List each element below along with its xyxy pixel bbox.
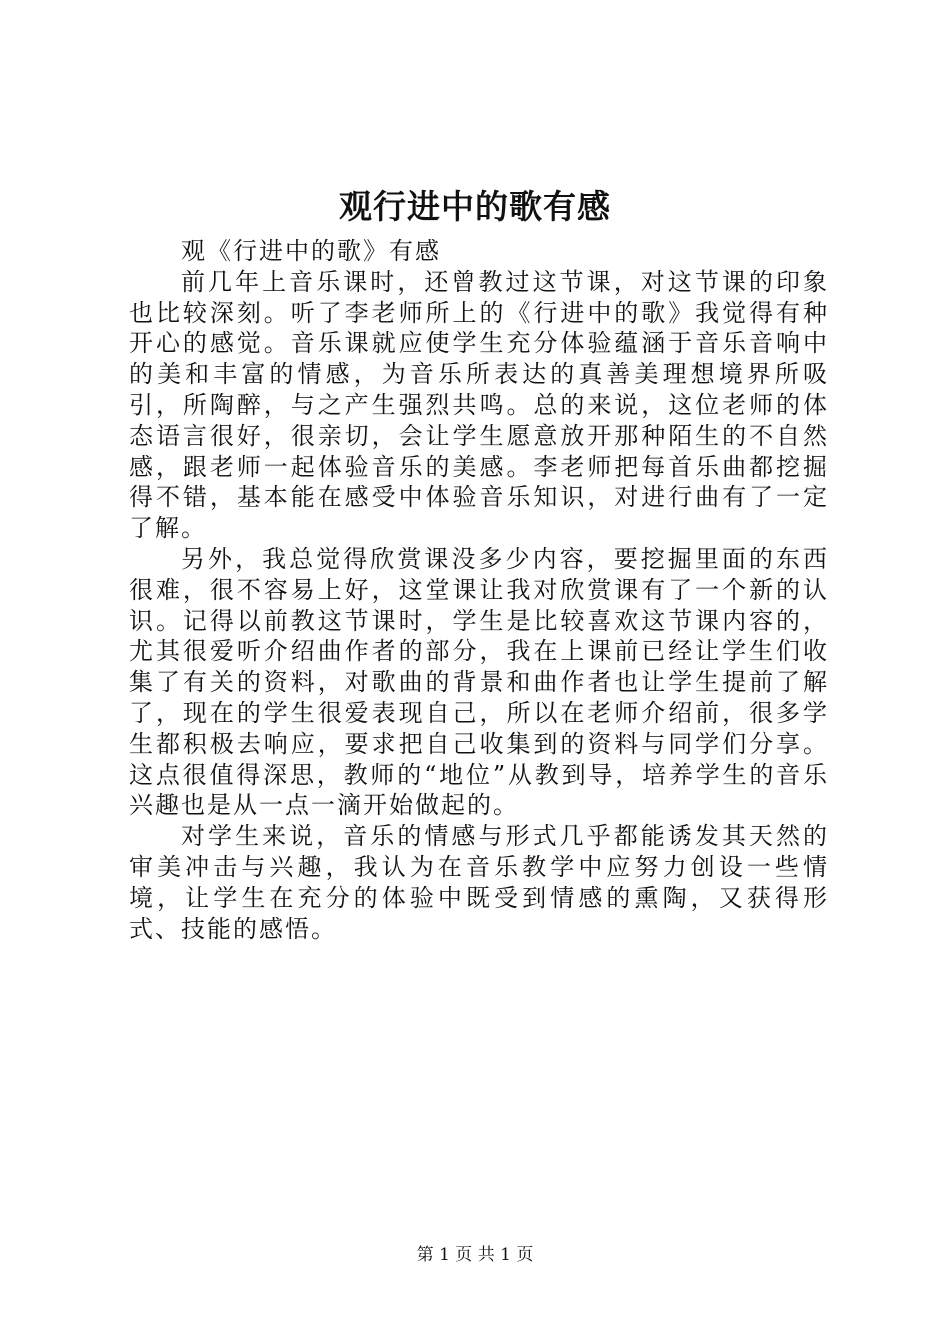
- paragraph-1: 前几年上音乐课时，还曾教过这节课，对这节课的印象也比较深刻。听了李老师所上的《行进中的歌》我觉得有种开心的感觉。音乐课就应使学生充分体验蕴涵于音乐音响中的美和丰富的情感，为音乐所表达的真善美理想境界所吸引，所陶醉，与之产生强烈共鸣。总的来说，这位老师的体态语言很好，很亲切，会让学生愿意放开那种陌生的不自然感，跟老师一起体验音乐的美感。李老师把每首乐曲都挖掘得不错，基本能在感受中体验音乐知识，对进行曲有了一定了解。: [129, 267, 829, 543]
- page-title: 观行进中的歌有感: [339, 187, 611, 226]
- paragraph-subtitle: 观《行进中的歌》有感: [181, 237, 441, 265]
- paragraph-2: 另外，我总觉得欣赏课没多少内容，要挖掘里面的东西很难，很不容易上好，这堂课让我对欣赏课有了一个新的认识。记得以前教这节课时，学生是比较喜欢这节课内容的，尤其很爱听介绍曲作者的部分，我在上课前已经让学生们收集了有关的资料，对歌曲的背景和曲作者也让学生提前了解了，现在的学生很爱表现自己，所以在老师介绍前，很多学生都积极去响应，要求把自己收集到的资料与同学们分享。这点很值得深思，教师的“地位”从教到导，培养学生的音乐兴趣也是从一点一滴开始做起的。: [129, 544, 829, 820]
- document-body: [129, 236, 829, 944]
- paragraph-3: 对学生来说，音乐的情感与形式几乎都能诱发其天然的审美冲击与兴趣，我认为在音乐教学中应努力创设一些情境，让学生在充分的体验中既受到情感的熏陶，又获得形式、技能的感悟。: [129, 822, 829, 943]
- page-footer: 第 1 页 共 1 页: [416, 1245, 534, 1265]
